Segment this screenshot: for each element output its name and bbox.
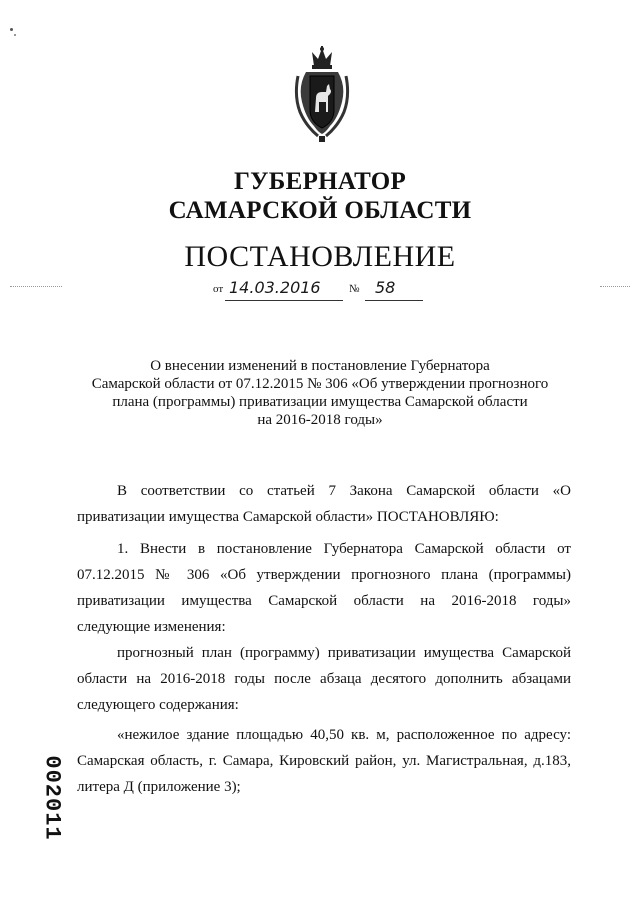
decree-title-line: Самарской области от 07.12.2015 № 306 «Об утверждении прогнозного [91, 376, 549, 392]
decree-title [70, 357, 570, 429]
decree-title-line: плана (программы) приватизации имущества Самарской области [112, 394, 528, 410]
decree-title-line: О внесении изменений в постановление Губернатора [150, 358, 490, 374]
date-underline [225, 300, 343, 301]
scan-dotted-line [10, 286, 62, 287]
scan-dotted-line [600, 286, 630, 287]
scan-speck [14, 34, 16, 36]
serial-number-stamp [40, 754, 64, 842]
body-paragraph-item-1: 1. Внести в постановление Губернатора Самарской области от 07.12.2015 № 306 «Об утверждении прогнозного плана (программы) приватизации имущества Самарской области на 2016-2018 годы» следующие изменения: [77, 541, 571, 635]
governor-heading: ГУБЕРНАТОР [233, 168, 407, 195]
coat-of-arms-icon [292, 46, 352, 144]
body-paragraph-building: «нежилое здание площадью 40,50 кв. м, расположенное по адресу: Самарская область, г. Самара, Кировский район, ул. Магистральная, д.183, литера Д (приложение 3); [77, 727, 571, 795]
serial-number-text: 002011 [39, 755, 65, 841]
document-type-heading: ПОСТАНОВЛЕНИЕ [184, 240, 456, 273]
date-prefix-label: от [213, 283, 224, 295]
body-paragraph-plan: прогнозный план (программу) приватизации имущества Самарской области на 2016-2018 годы после абзаца десятого дополнить абзацами следующего содержания: [77, 645, 571, 713]
number-prefix-label: № [349, 283, 360, 295]
decree-title-line: на 2016-2018 годы» [257, 412, 383, 428]
handwritten-number: 58 [375, 278, 396, 297]
region-heading: САМАРСКОЙ ОБЛАСТИ [168, 197, 472, 224]
scan-speck [10, 28, 13, 31]
handwritten-date: 14.03.2016 [229, 278, 321, 297]
number-underline [365, 300, 423, 301]
body-paragraph-preamble: В соответствии со статьей 7 Закона Самарской области «О приватизации имущества Самарской области» ПОСТАНОВЛЯЮ: [77, 483, 571, 525]
